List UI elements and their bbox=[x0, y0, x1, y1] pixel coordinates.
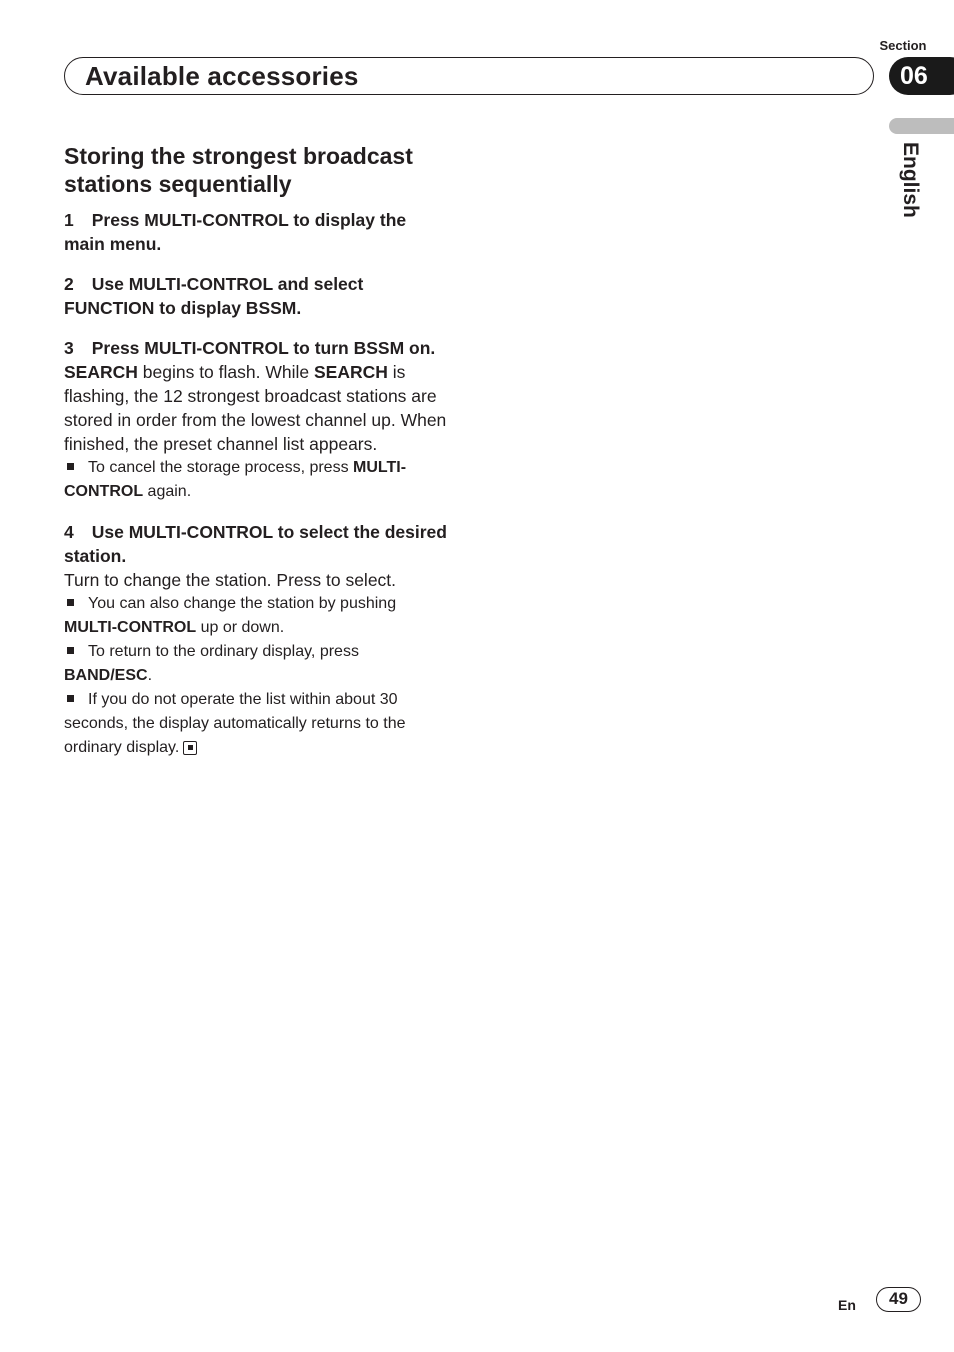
note-text: . bbox=[147, 667, 153, 684]
footer-language-code: En bbox=[838, 1297, 856, 1313]
step-text: Press MULTI-CONTROL to display the main menu. bbox=[64, 210, 407, 254]
note-text: If you do not operate the list within about 30 seconds, the display automatically returns to the ordinary display. bbox=[64, 691, 406, 756]
step-4-description: Turn to change the station. Press to select. bbox=[64, 570, 397, 590]
bullet-square-icon bbox=[67, 695, 74, 702]
step-2 bbox=[64, 272, 449, 320]
bullet-square-icon bbox=[67, 463, 74, 470]
note bbox=[64, 456, 449, 504]
note bbox=[64, 688, 449, 760]
step-number: 2 bbox=[64, 274, 74, 294]
language-label: English bbox=[899, 142, 922, 218]
emphasis: BAND/ESC bbox=[64, 667, 148, 684]
section-number-tab: 06 bbox=[889, 57, 954, 95]
note-text: again. bbox=[143, 483, 192, 500]
section-label: Section bbox=[879, 38, 927, 53]
emphasis: SEARCH bbox=[64, 362, 138, 382]
step-text: Use MULTI-CONTROL and select FUNCTION to display BSSM. bbox=[64, 274, 364, 318]
body-text: begins to flash. While bbox=[137, 362, 314, 382]
step-3-description bbox=[64, 360, 449, 456]
step-number: 3 bbox=[64, 338, 74, 358]
note-text: You can also change the station by pushing bbox=[88, 595, 397, 612]
bullet-square-icon bbox=[67, 647, 74, 654]
emphasis: MULTI-CONTROL bbox=[64, 459, 407, 500]
step-4 bbox=[64, 520, 449, 568]
note-text: To return to the ordinary display, press bbox=[88, 643, 359, 660]
step-text: Use MULTI-CONTROL to select the desired station. bbox=[64, 522, 447, 566]
step-number: 4 bbox=[64, 522, 74, 542]
step-text: Press MULTI-CONTROL to turn BSSM on. bbox=[91, 338, 436, 358]
page-number: 49 bbox=[876, 1287, 921, 1312]
note-text: To cancel the storage process, press bbox=[88, 459, 354, 476]
note bbox=[64, 640, 449, 688]
step-1 bbox=[64, 208, 449, 256]
section-heading: Storing the strongest broadcast stations sequentially bbox=[64, 143, 413, 197]
step-number: 1 bbox=[64, 210, 74, 230]
bullet-square-icon bbox=[67, 599, 74, 606]
step-3 bbox=[64, 336, 449, 360]
language-tab bbox=[889, 118, 954, 134]
emphasis: SEARCH bbox=[313, 362, 388, 382]
end-mark-icon bbox=[183, 741, 197, 755]
page-header bbox=[64, 57, 874, 95]
page-title: Available accessories bbox=[85, 61, 359, 91]
main-content bbox=[64, 142, 449, 760]
note bbox=[64, 592, 449, 640]
body-text: is flashing, the 12 strongest broadcast stations are stored in order from the lowest channel up. When finished, the preset channel list appears. bbox=[64, 362, 447, 454]
emphasis: MULTI-CONTROL bbox=[64, 619, 197, 636]
note-text: up or down. bbox=[196, 619, 285, 636]
